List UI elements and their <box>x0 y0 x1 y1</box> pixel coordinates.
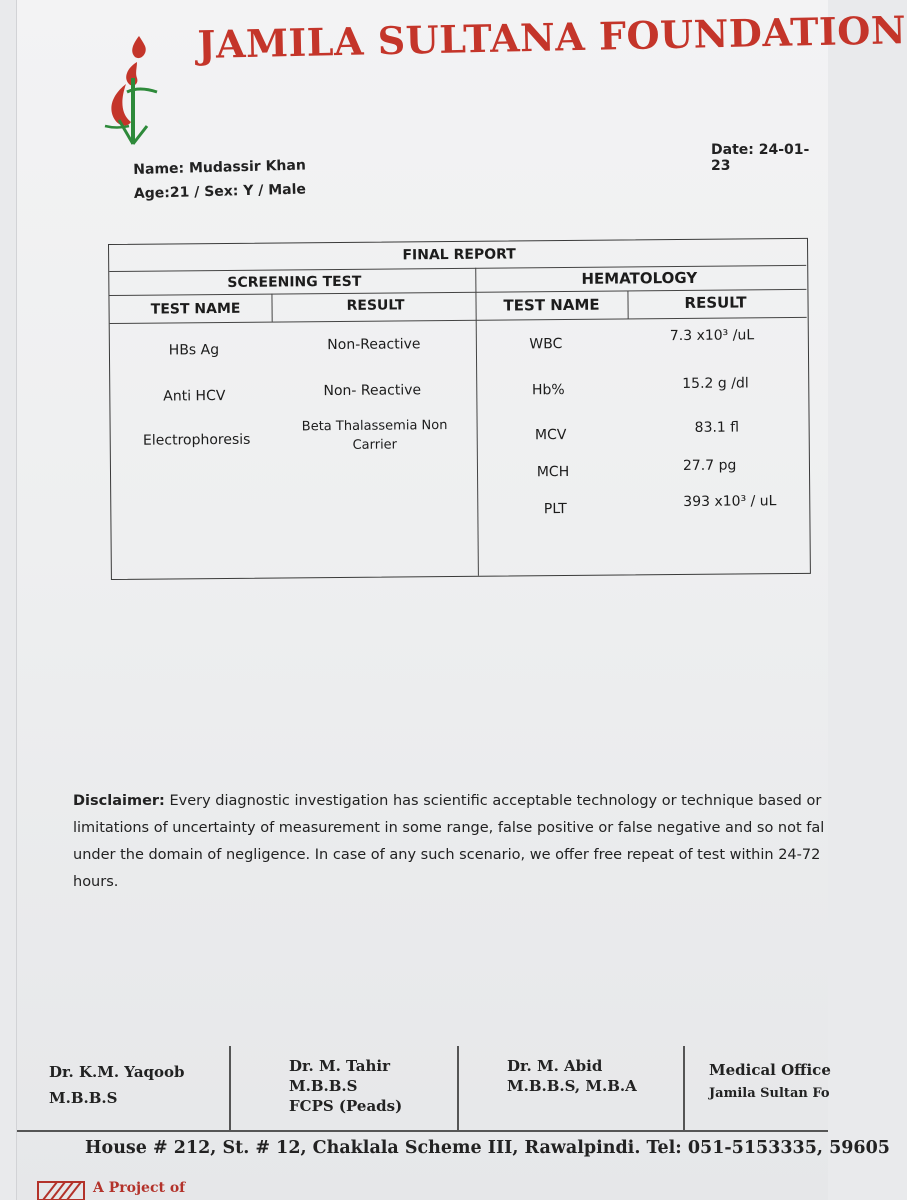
signatory <box>507 1056 637 1096</box>
disclaimer <box>73 788 853 896</box>
final-report-table <box>108 238 811 580</box>
screening-result: Non-Reactive <box>327 336 421 354</box>
signatory-qualification: M.B.B.S <box>49 1089 118 1107</box>
divider <box>627 290 628 318</box>
screening-col-test: TEST NAME <box>150 300 241 318</box>
screening-heading: SCREENING TEST <box>227 273 362 291</box>
divider <box>475 268 479 576</box>
signatory-qualification: Jamila Sultan Fo <box>709 1086 830 1101</box>
divider <box>109 265 806 272</box>
disclaimer-line: hours. <box>73 874 119 890</box>
signatory-qualification: M.B.B.S, M.B.A <box>507 1077 637 1095</box>
disclaimer-label: Disclaimer: <box>73 793 165 809</box>
signatory-qualification: M.B.B.S <box>289 1077 358 1095</box>
signatory <box>49 1062 185 1108</box>
screening-result: Non- Reactive <box>323 382 422 400</box>
report-paper <box>16 0 907 1200</box>
patient-name: Name: Mudassir Khan <box>133 157 307 178</box>
hematology-result: 7.3 x10³ /uL <box>669 327 755 345</box>
screening-test-name: HBs Ag <box>168 342 220 359</box>
hematology-result: 393 x10³ / uL <box>683 493 777 510</box>
hematology-test-name: MCH <box>536 463 570 481</box>
report-date: Date: 24-01-23 <box>711 142 810 174</box>
signatory-name: Dr. K.M. Yaqoob <box>49 1063 185 1081</box>
hematology-heading: HEMATOLOGY <box>581 268 698 288</box>
screening-test-name: Electrophoresis <box>142 431 251 449</box>
divider <box>110 317 807 324</box>
divider <box>683 1046 685 1132</box>
hematology-col-result: RESULT <box>684 293 747 312</box>
hematology-col-test: TEST NAME <box>503 295 600 315</box>
signatories-row <box>17 1040 831 1130</box>
divider <box>271 294 272 322</box>
signatory-name: Medical Office <box>709 1061 831 1079</box>
foundation-logo-icon <box>99 32 169 152</box>
screening-result: Beta Thalassemia Non <box>301 418 448 435</box>
project-logo-icon <box>37 1178 85 1200</box>
hematology-test-name: WBC <box>529 336 563 353</box>
hematology-test-name: PLT <box>543 501 567 518</box>
project-of-text: A Project of <box>93 1180 186 1196</box>
disclaimer-line: under the domain of negligence. In case of any such scenario, we offer free repeat of test within 24-72 <box>73 847 821 863</box>
signatory-name: Dr. M. Tahir <box>289 1057 390 1075</box>
hematology-test-name: MCV <box>534 427 567 444</box>
divider <box>229 1046 231 1132</box>
hematology-result: 83.1 fl <box>694 419 740 436</box>
signatory <box>289 1056 402 1116</box>
signatory <box>709 1060 831 1104</box>
hematology-result: 15.2 g /dl <box>682 375 749 392</box>
divider <box>457 1046 459 1132</box>
signatory-name: Dr. M. Abid <box>507 1057 603 1075</box>
hematology-result: 27.7 pg <box>682 457 737 474</box>
patient-age-sex: Age:21 / Sex: Y / Male <box>133 181 307 202</box>
screening-result: Carrier <box>352 437 398 453</box>
signatory-qualification: FCPS (Peads) <box>289 1097 403 1115</box>
screening-col-result: RESULT <box>346 297 405 314</box>
hematology-test-name: Hb% <box>531 382 565 399</box>
foundation-name: JAMILA SULTANA FOUNDATION <box>197 7 907 67</box>
disclaimer-line: Disclaimer: Every diagnostic investigation has scientific acceptable technology or technique based or <box>73 793 822 809</box>
disclaimer-line: limitations of uncertainty of measurement in some range, false positive or false negative and so not fal <box>73 820 825 836</box>
report-title: FINAL REPORT <box>402 246 516 264</box>
footer-address: House # 212, St. # 12, Chaklala Scheme III, Rawalpindi. Tel: 051-5153335, 59605 <box>85 1138 890 1158</box>
patient-info <box>133 153 307 206</box>
screening-test-name: Anti HCV <box>163 387 226 405</box>
footer-divider <box>17 1130 828 1132</box>
